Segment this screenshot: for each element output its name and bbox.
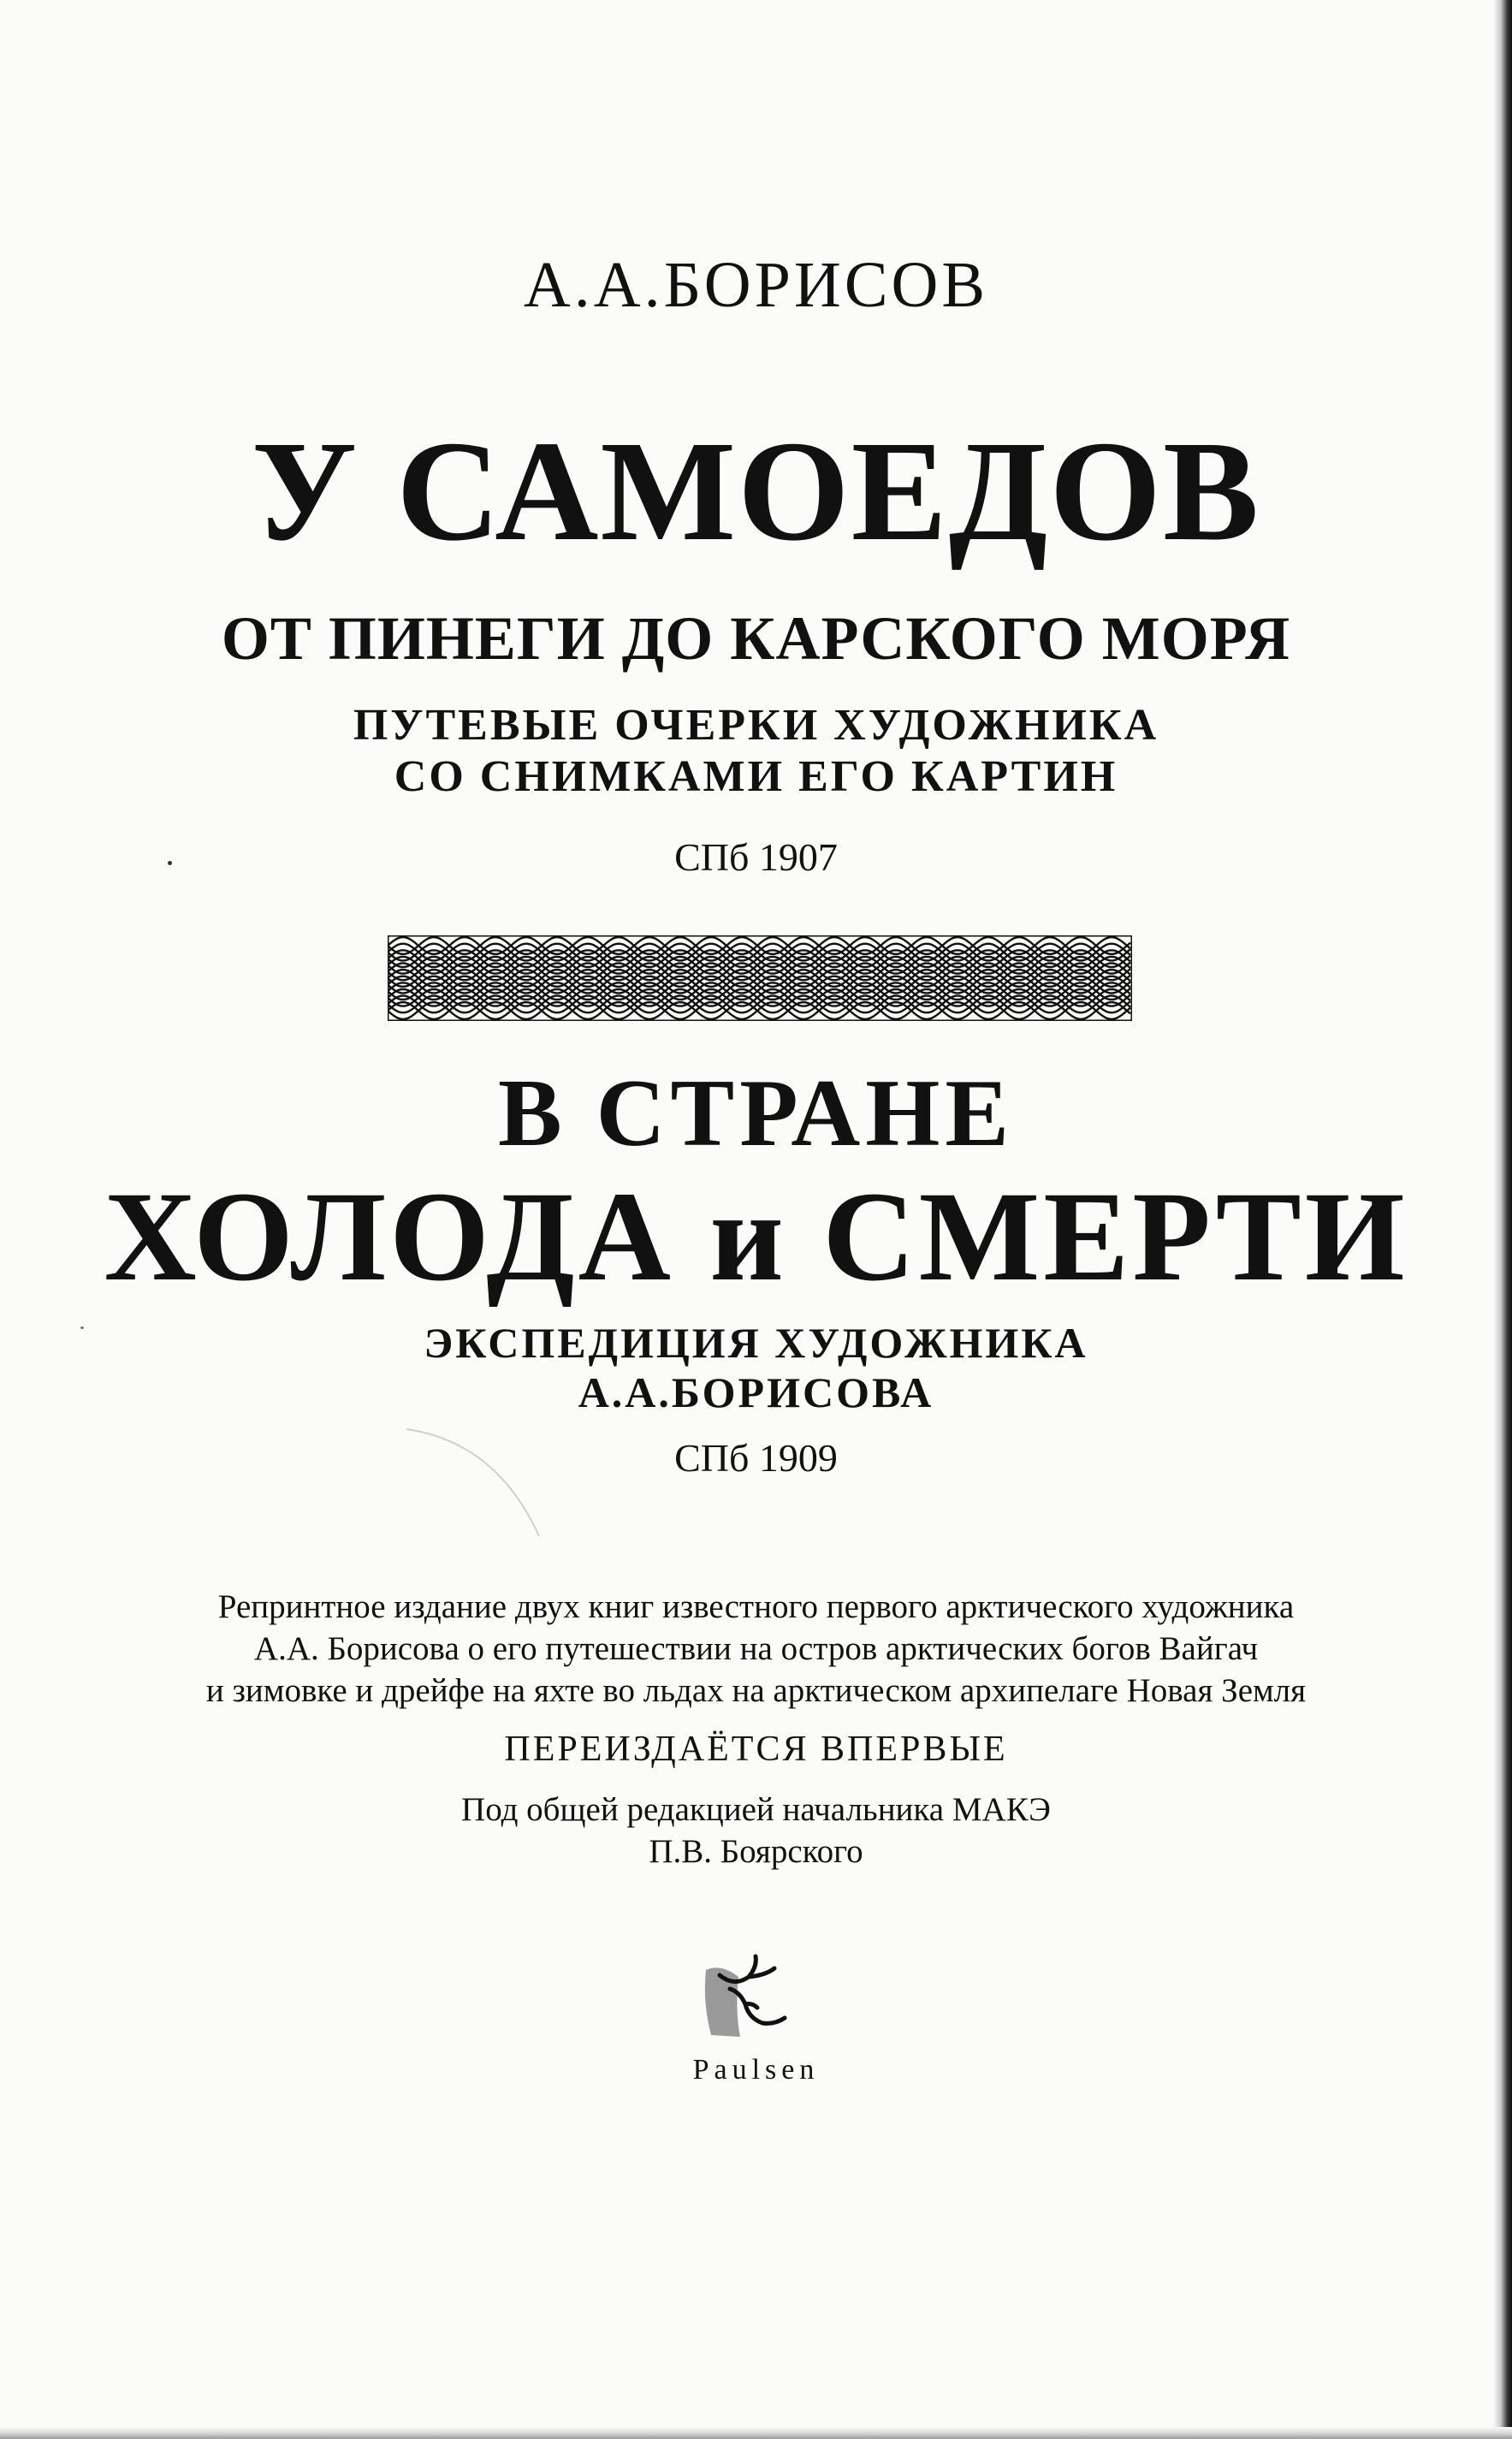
book2-title-line2: ХОЛОДА и СМЕРТИ	[104, 1166, 1408, 1308]
book1-title: У САМОЕДОВ	[251, 412, 1261, 571]
scan-edge-shadow-right	[1493, 0, 1512, 2439]
book1-description-line2: СО СНИМКАМИ ЕГО КАРТИН	[394, 752, 1118, 801]
paper-scratch-mark	[402, 1421, 548, 1540]
wave-ornament-divider	[388, 935, 1132, 1021]
reprint-note-line1: Репринтное издание двух книг известного первого арктического художника	[217, 1588, 1295, 1625]
paper-speck	[80, 1326, 84, 1329]
reprint-note	[0, 1586, 1512, 1712]
book1-subtitle: ОТ ПИНЕГИ ДО КАРСКОГО МОРЯ	[221, 604, 1291, 673]
antler-logo-icon	[696, 1951, 798, 2045]
book1-description-line1: ПУТЕВЫЕ ОЧЕРКИ ХУДОЖНИКА	[353, 701, 1159, 750]
book2-description-line1: ЭКСПЕДИЦИЯ ХУДОЖНИКА	[424, 1319, 1088, 1367]
reissue-label: ПЕРЕИЗДАЁТСЯ ВПЕРВЫЕ	[504, 1730, 1008, 1769]
author-name: А.А.БОРИСОВ	[523, 249, 989, 321]
editor-credit-line2: П.В. Боярского	[649, 1833, 863, 1870]
reprint-note-line2: А.А. Борисова о его путешествии на остров арктических богов Вайгач	[253, 1630, 1259, 1667]
scan-edge-shadow-bottom	[0, 2427, 1512, 2439]
editor-credit	[0, 1789, 1512, 1872]
book2-description-line2: А.А.БОРИСОВА	[578, 1368, 934, 1416]
book1-imprint: СПб 1907	[674, 835, 838, 879]
reprint-note-line3: и зимовке и дрейфе на яхте во льдах на арктическом архипелаге Новая Земля	[205, 1672, 1307, 1709]
book2-imprint: СПб 1909	[674, 1436, 838, 1480]
paper-speck	[168, 861, 172, 865]
editor-credit-line1: Под общей редакцией начальника МАКЭ	[461, 1791, 1051, 1828]
book2-title-line1: В СТРАНЕ	[497, 1060, 1015, 1166]
publisher-name: Paulsen	[692, 2054, 820, 2086]
